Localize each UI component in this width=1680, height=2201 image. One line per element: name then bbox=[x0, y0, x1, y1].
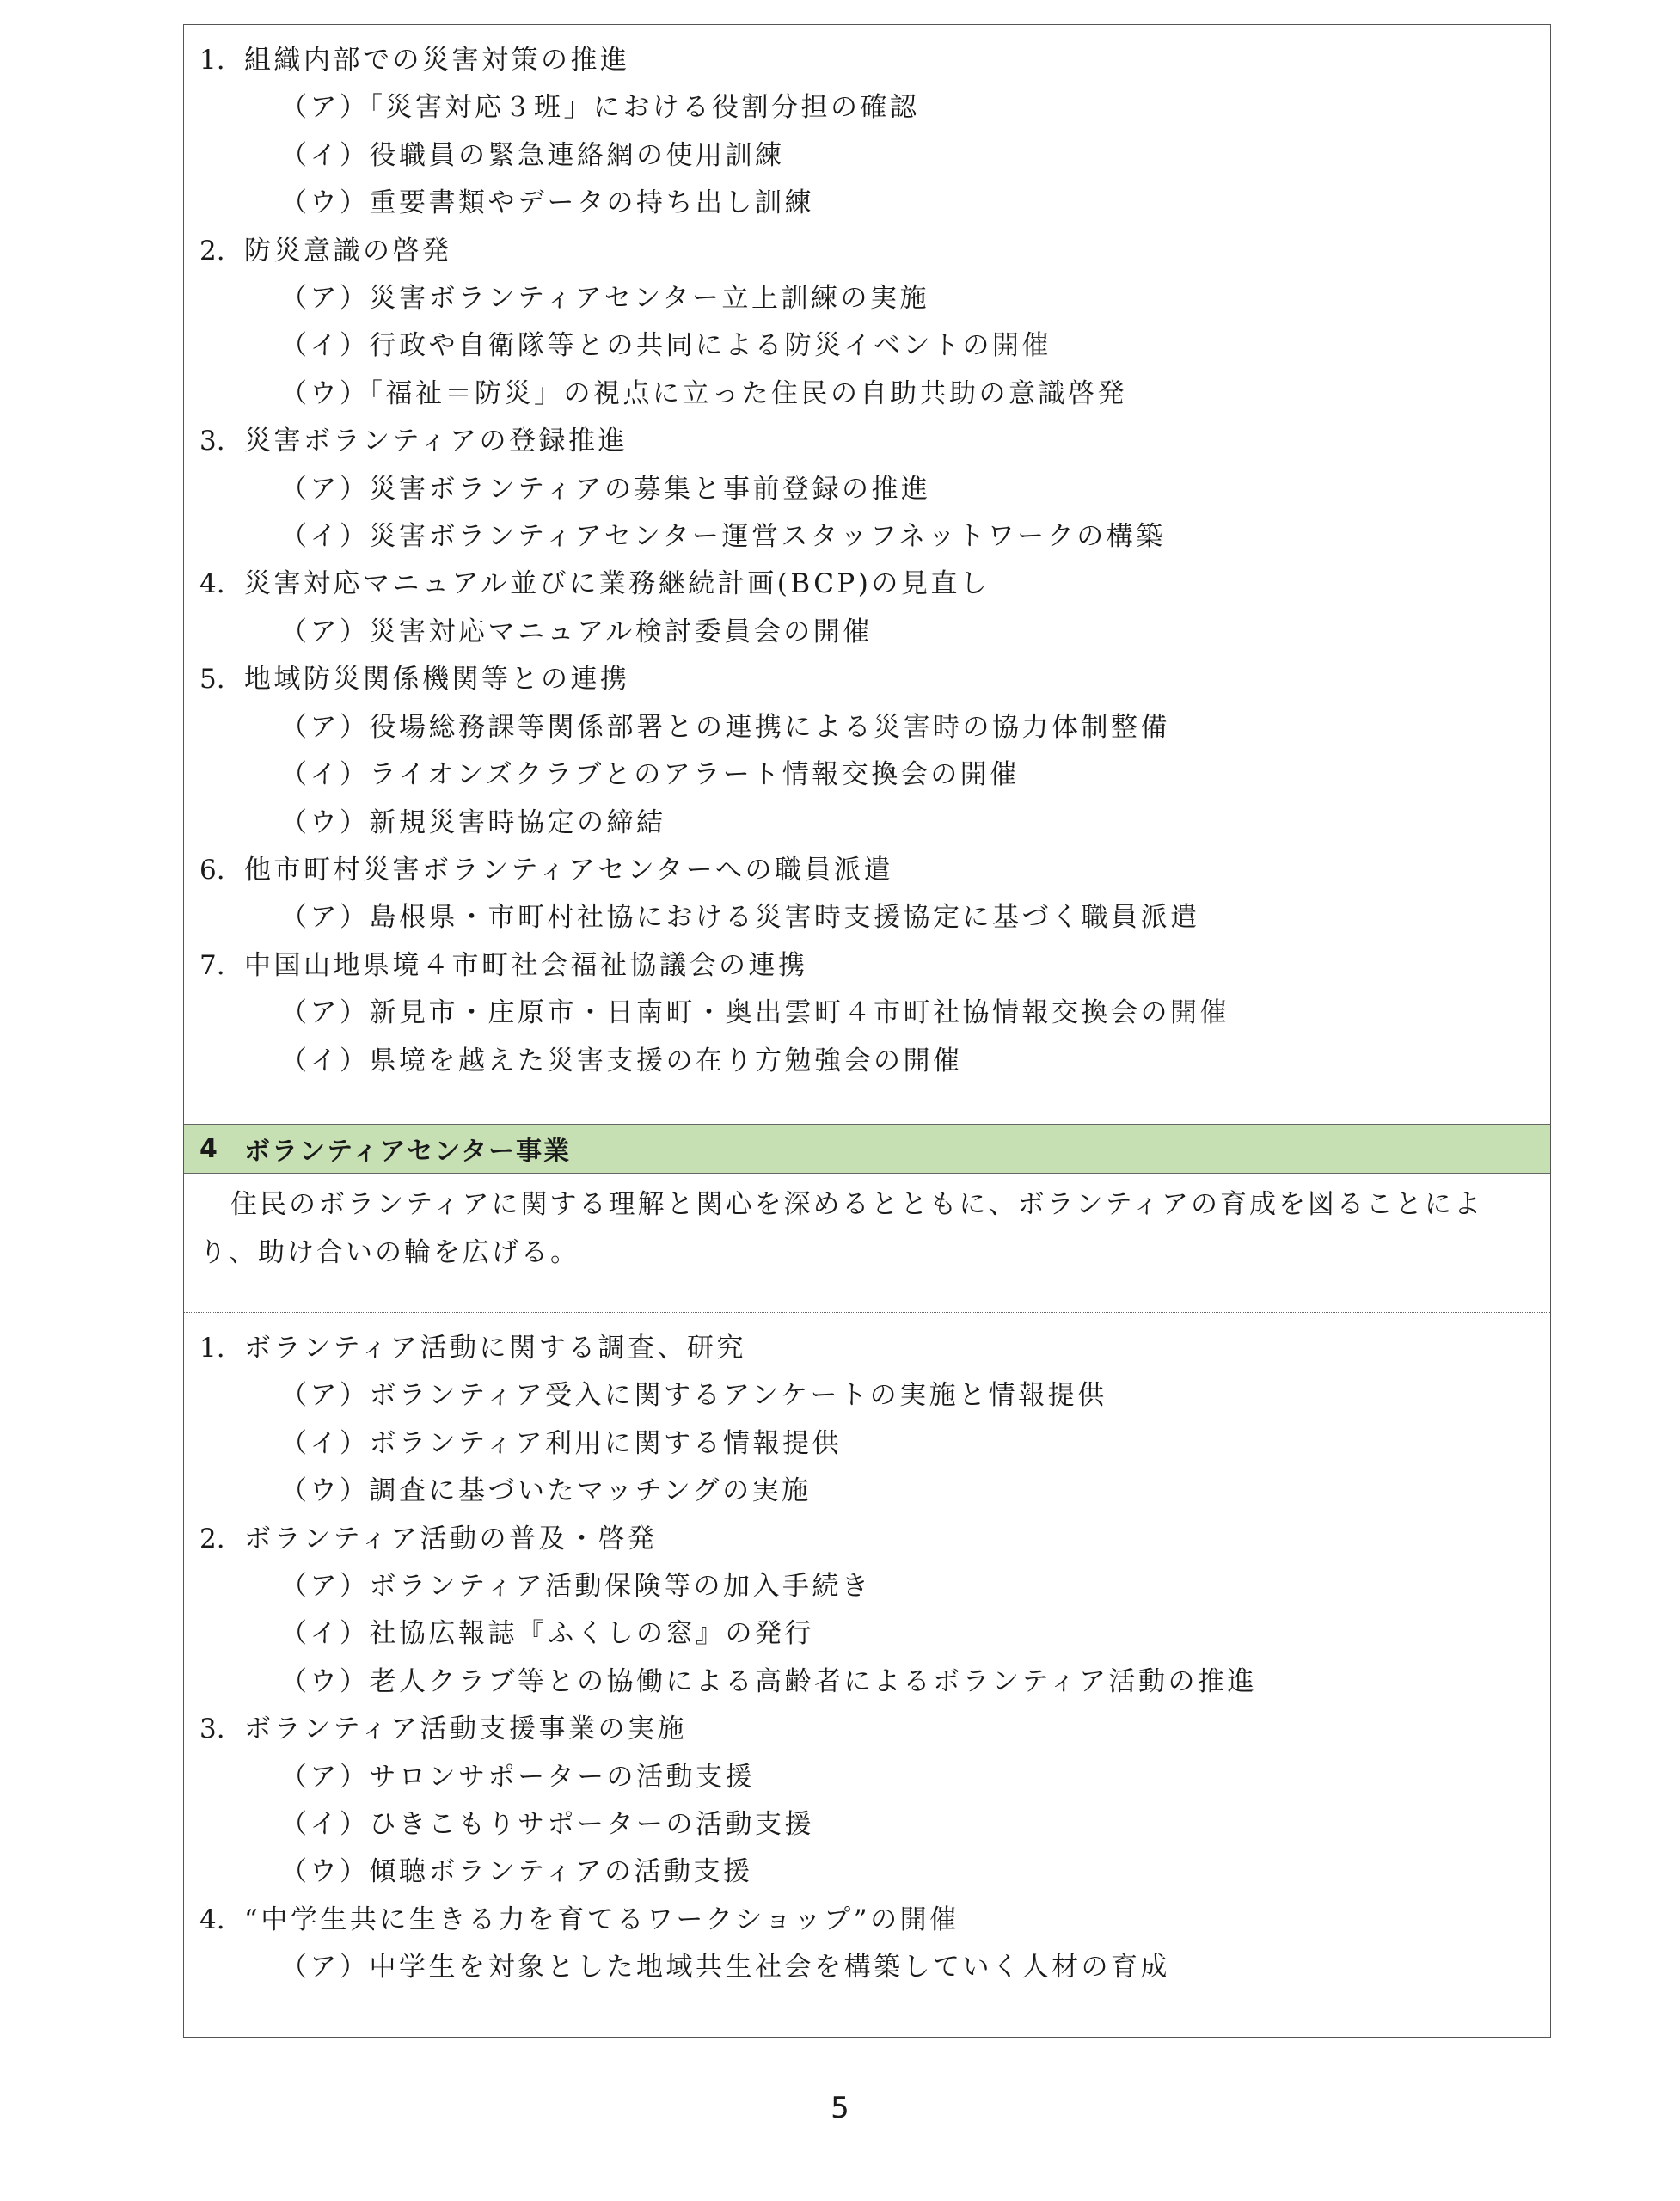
content-frame bbox=[183, 24, 1551, 2038]
item-number: 3. bbox=[199, 426, 225, 457]
list-item bbox=[199, 656, 1550, 703]
list-item bbox=[199, 942, 1550, 990]
sub-item: （イ）災害ボランティアセンター運営スタッフネットワークの構築 bbox=[280, 521, 1166, 553]
sub-item: （ウ）「福祉＝防災」の視点に立った住民の自助共助の意識啓発 bbox=[280, 377, 1127, 409]
sub-item: （イ）ボランティア利用に関する情報提供 bbox=[280, 1427, 843, 1459]
sub-item: （ウ）傾聴ボランティアの活動支援 bbox=[280, 1856, 753, 1888]
list-item bbox=[199, 37, 1550, 84]
item-text: 防災意識の啓発 bbox=[244, 235, 452, 267]
section-title: ボランティアセンター事業 bbox=[244, 1137, 572, 1167]
sub-item: （ウ）重要書類やデータの持ち出し訓練 bbox=[280, 187, 814, 219]
item-text: “中学生共に生きる力を育てるワークショップ”の開催 bbox=[244, 1904, 960, 1935]
item-text: 地域防災関係機関等との連携 bbox=[244, 664, 630, 696]
list-item bbox=[199, 228, 1550, 275]
item-number: 4. bbox=[199, 568, 225, 600]
item-number: 1. bbox=[199, 45, 225, 76]
sub-item: （イ）行政や自衛隊等との共同による防災イベントの開催 bbox=[280, 330, 1052, 362]
item-text: 組織内部での災害対策の推進 bbox=[244, 45, 630, 76]
item-number: 2. bbox=[199, 1523, 225, 1554]
list-item bbox=[199, 847, 1550, 894]
item-number: 6. bbox=[199, 854, 225, 886]
item-number: 2. bbox=[199, 235, 225, 267]
sub-item: （ア）中学生を対象とした地域共生社会を構築していく人材の育成 bbox=[280, 1952, 1170, 1983]
sub-item: （ア）災害ボランティアセンター立上訓練の実施 bbox=[280, 283, 929, 315]
list-item bbox=[199, 1325, 1550, 1372]
list-item bbox=[199, 1897, 1550, 1944]
sub-item: （イ）社協広報誌『ふくしの窓』の発行 bbox=[280, 1618, 814, 1650]
item-text: 他市町村災害ボランティアセンターへの職員派遣 bbox=[244, 854, 893, 886]
sub-item: （イ）ライオンズクラブとのアラート情報交換会の開催 bbox=[280, 759, 1020, 791]
sub-item: （ア）島根県・市町村社協における災害時支援協定に基づく職員派遣 bbox=[280, 902, 1200, 934]
sub-item: （イ）役職員の緊急連絡網の使用訓練 bbox=[280, 139, 785, 171]
sub-item: （イ）県境を越えた災害支援の在り方勉強会の開催 bbox=[280, 1045, 963, 1076]
list-item bbox=[199, 418, 1550, 465]
item-text: 災害ボランティアの登録推進 bbox=[244, 426, 628, 457]
item-text: ボランティア活動に関する調査、研究 bbox=[244, 1333, 747, 1364]
item-number: 4. bbox=[199, 1904, 225, 1935]
section-number: 4 bbox=[199, 1133, 219, 1164]
sub-item: （ウ）新規災害時協定の締結 bbox=[280, 806, 666, 838]
sub-item: （ア）ボランティア活動保険等の加入手続き bbox=[280, 1571, 872, 1603]
disaster-measures-list bbox=[184, 25, 1550, 1124]
section-header bbox=[184, 1124, 1550, 1174]
volunteer-center-list bbox=[184, 1313, 1550, 1992]
item-text: 災害対応マニュアル並びに業務継続計画(BCP)の見直し bbox=[244, 568, 990, 600]
sub-item: （ア）災害ボランティアの募集と事前登録の推進 bbox=[280, 473, 931, 505]
list-item bbox=[199, 1706, 1550, 1753]
sub-item: （ウ）老人クラブ等との協働による高齢者によるボランティア活動の推進 bbox=[280, 1665, 1258, 1697]
sub-item: （ア）役場総務課等関係部署との連携による災害時の協力体制整備 bbox=[280, 711, 1170, 743]
sub-item: （ア）サロンサポーターの活動支援 bbox=[280, 1761, 755, 1793]
sub-item: （ア）災害対応マニュアル検討委員会の開催 bbox=[280, 616, 873, 647]
item-number: 7. bbox=[199, 949, 225, 981]
item-text: 中国山地県境４市町社会福祉協議会の連携 bbox=[244, 949, 808, 981]
sub-item: （ウ）調査に基づいたマッチングの実施 bbox=[280, 1475, 812, 1507]
list-item bbox=[199, 1516, 1550, 1563]
sub-item: （ア）ボランティア受入に関するアンケートの実施と情報提供 bbox=[280, 1380, 1107, 1412]
item-number: 1. bbox=[199, 1333, 225, 1364]
section-intro: 住民のボランティアに関する理解と関心を深めるとともに、ボランティアの育成を図ることにより、助け合いの輪を広げる。 bbox=[184, 1174, 1550, 1313]
page-number: 5 bbox=[831, 2091, 849, 2125]
item-text: ボランティア活動の普及・啓発 bbox=[244, 1523, 658, 1554]
item-number: 3. bbox=[199, 1714, 225, 1745]
sub-item: （ア）「災害対応３班」における役割分担の確認 bbox=[280, 92, 920, 124]
list-item bbox=[199, 561, 1550, 608]
item-number: 5. bbox=[199, 664, 225, 696]
sub-item: （イ）ひきこもりサポーターの活動支援 bbox=[280, 1809, 814, 1841]
item-text: ボランティア活動支援事業の実施 bbox=[244, 1714, 688, 1745]
sub-item: （ア）新見市・庄原市・日南町・奥出雲町４市町社協情報交換会の開催 bbox=[280, 997, 1229, 1029]
